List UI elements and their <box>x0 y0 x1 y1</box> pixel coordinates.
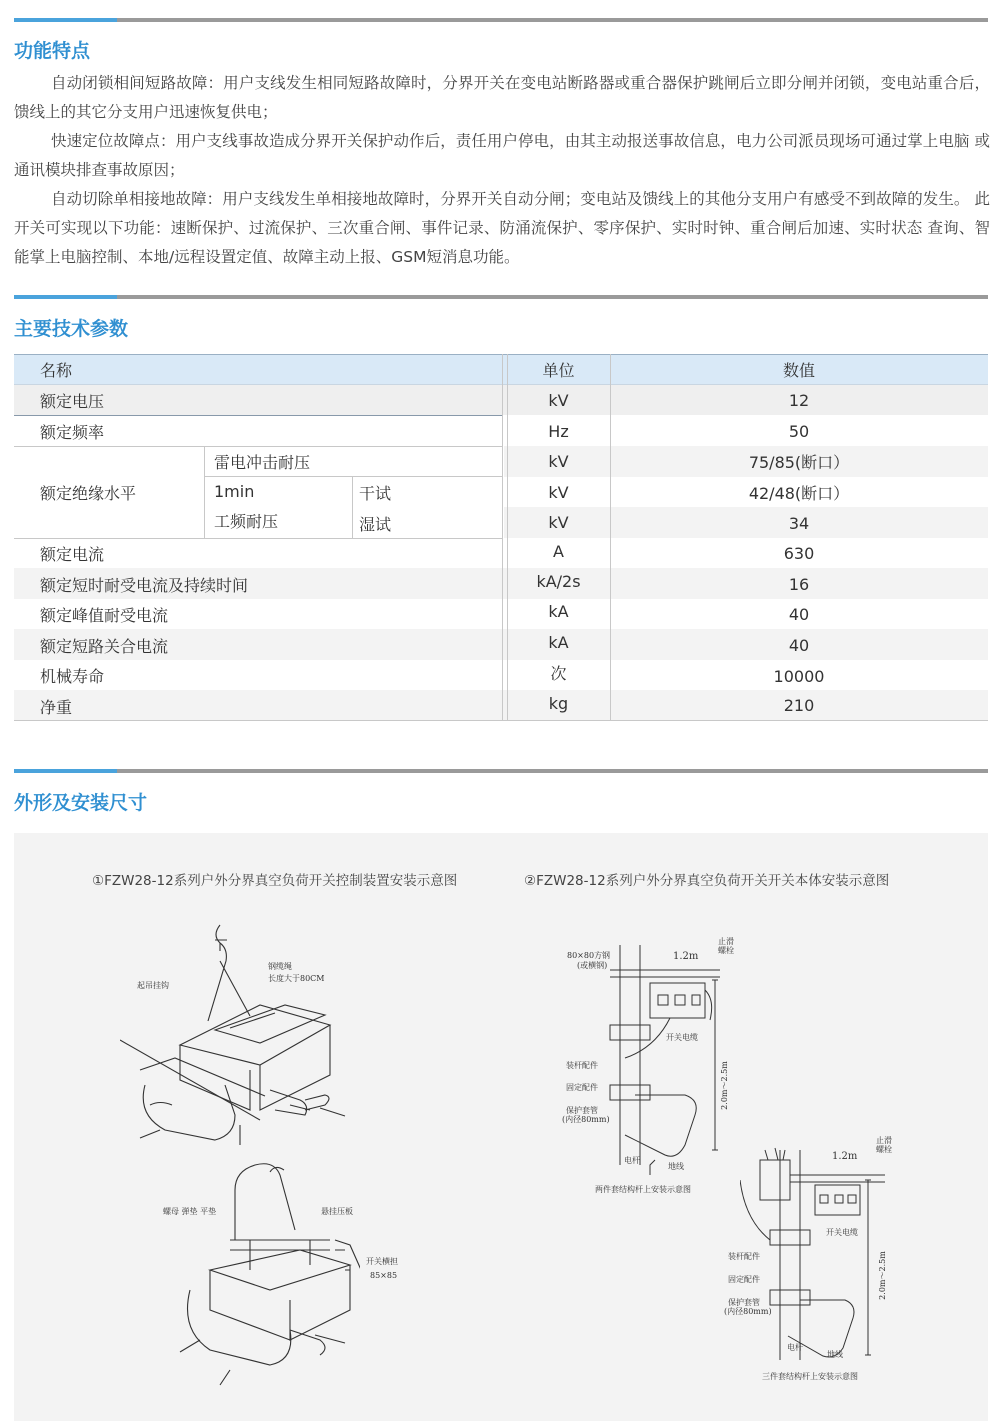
label-sleeve-b-2: (内径80mm) <box>724 1307 772 1316</box>
row-name: 额定短时耐受电流及持续时间 <box>40 575 249 595</box>
row-name: 额定电压 <box>40 391 105 411</box>
dimensions-title: 外形及安装尺寸 <box>14 792 148 814</box>
label-bolt-b-2: 螺栓 <box>876 1145 892 1154</box>
label-fix-parts: 固定配件 <box>566 1083 598 1092</box>
row-sub: 干试 <box>359 483 392 503</box>
label-steel-note: (或横钢) <box>577 961 608 970</box>
row-value: 40 <box>788 604 810 624</box>
label-bolt-b: 止滑 <box>876 1136 892 1145</box>
label-pole-b: 电杆 <box>787 1343 803 1352</box>
row-sub: 湿试 <box>359 514 392 534</box>
header-unit: 单位 <box>542 360 575 380</box>
label-rod-parts: 装杆配件 <box>566 1061 598 1070</box>
label-cable: 开关电缆 <box>666 1033 698 1042</box>
params-title: 主要技术参数 <box>14 318 129 340</box>
label-steel: 80×80方钢 <box>567 951 611 960</box>
label-fix-parts-b: 固定配件 <box>728 1275 760 1284</box>
feature-paragraph: 快速定位故障点：用户支线事故造成分界开关保护动作后，责任用户停电，由其主动报送事故信息，电力公司派员现场可通过掌上电脑 或通讯模块排查事故原因； <box>14 132 990 179</box>
label-bolt-2: 螺栓 <box>718 946 734 955</box>
row-name: 净重 <box>40 697 73 717</box>
row-unit: Hz <box>548 421 569 441</box>
section-divider <box>14 18 988 22</box>
label-pole: 电杆 <box>624 1156 640 1165</box>
row-name: 额定频率 <box>40 422 105 442</box>
label-bolt: 止滑 <box>718 937 734 946</box>
row-name: 额定电流 <box>40 544 105 564</box>
row-value: 10000 <box>773 666 825 686</box>
row-unit: kA <box>548 632 569 652</box>
header-name: 名称 <box>40 360 73 380</box>
row-value: 42/48(断口） <box>748 483 850 503</box>
row-name: 额定短路关合电流 <box>40 636 169 656</box>
two-piece-pole-drawing <box>600 935 750 1175</box>
section-divider <box>14 769 988 773</box>
features-text <box>14 69 990 272</box>
row-unit: kV <box>548 390 569 410</box>
label-plate: 悬挂压板 <box>321 1207 353 1216</box>
row-sub: 1min <box>214 481 255 501</box>
row-unit: kA/2s <box>536 571 581 591</box>
label-distance-b: 1.2m <box>832 1151 858 1162</box>
label-distance: 1.2m <box>673 951 699 962</box>
label-caption-two-piece: 两件套结构杆上安装示意图 <box>595 1185 691 1194</box>
feature-paragraph: 自动切除单相接地故障：用户支线发生单相接地故障时，分界开关自动分闸；变电站及馈线上的其他分支用户有感受不到故障的发生。 此开关可实现以下功能：速断保护、过流保护、三次重合闸、事件记录、防涌流保护、零序保护、实时时钟、重合闸后加速、实时状态 查询、智能掌上电脑控制、本地/远程设置定值、故障主动上报、GSM短消息功能。 <box>14 190 990 266</box>
label-cable-b: 开关电缆 <box>826 1228 858 1237</box>
label-sleeve-b: 保护套管 <box>728 1298 760 1307</box>
section-divider <box>14 295 988 299</box>
row-unit: kV <box>548 512 569 532</box>
features-title: 功能特点 <box>14 40 91 62</box>
label-ground: 地线 <box>668 1162 684 1171</box>
feature-paragraph: 自动闭锁相间短路故障：用户支线发生相同短路故障时，分界开关在变电站断路器或重合器保护跳闸后立即分闸并闭锁，变电站重合后， 馈线上的其它分支用户迅速恢复供电； <box>14 74 990 121</box>
label-bracket-size: 85×85 <box>370 1271 398 1280</box>
row-value: 50 <box>788 421 810 441</box>
label-nut: 螺母 弹垫 平垫 <box>163 1207 217 1216</box>
row-name: 机械寿命 <box>40 666 105 686</box>
row-name: 额定峰值耐受电流 <box>40 605 169 625</box>
label-ground-b: 地线 <box>827 1350 843 1359</box>
row-value: 40 <box>788 635 810 655</box>
caption-left: ①FZW28-12系列户外分界真空负荷开关控制装置安装示意图 <box>92 873 458 889</box>
label-height-b: 2.0m～2.5m <box>877 1251 887 1300</box>
row-value: 210 <box>783 695 815 715</box>
three-piece-pole-drawing <box>740 1140 890 1370</box>
row-unit: A <box>553 541 564 561</box>
label-hook: 起吊挂钩 <box>137 981 169 990</box>
label-rod-parts-b: 装杆配件 <box>728 1252 760 1261</box>
row-value: 16 <box>788 574 810 594</box>
row-name: 额定绝缘水平 <box>40 484 137 503</box>
row-unit: kV <box>548 452 569 471</box>
row-unit: kA <box>548 601 569 621</box>
label-sleeve-2: (内径80mm) <box>562 1115 610 1124</box>
row-value: 75/85(断口） <box>748 453 850 472</box>
label-bracket: 开关横担 <box>366 1257 398 1266</box>
caption-right: ②FZW28-12系列户外分界真空负荷开关开关本体安装示意图 <box>524 873 890 889</box>
label-caption-three-piece: 三件套结构杆上安装示意图 <box>762 1372 858 1381</box>
row-unit: kV <box>548 482 569 502</box>
header-value: 数值 <box>782 360 815 380</box>
row-unit: 次 <box>550 663 567 683</box>
label-rope: 钢缆绳 <box>268 962 292 971</box>
row-value: 34 <box>788 513 810 533</box>
row-sub: 工频耐压 <box>214 511 279 531</box>
row-value: 12 <box>788 390 810 410</box>
row-value: 630 <box>783 543 815 563</box>
label-rope-length: 长度大于80CM <box>268 974 325 983</box>
row-sub: 雷电冲击耐压 <box>214 453 311 472</box>
label-sleeve: 保护套管 <box>566 1106 598 1115</box>
row-unit: kg <box>548 693 569 713</box>
label-height: 2.0m～2.5m <box>719 1061 729 1110</box>
